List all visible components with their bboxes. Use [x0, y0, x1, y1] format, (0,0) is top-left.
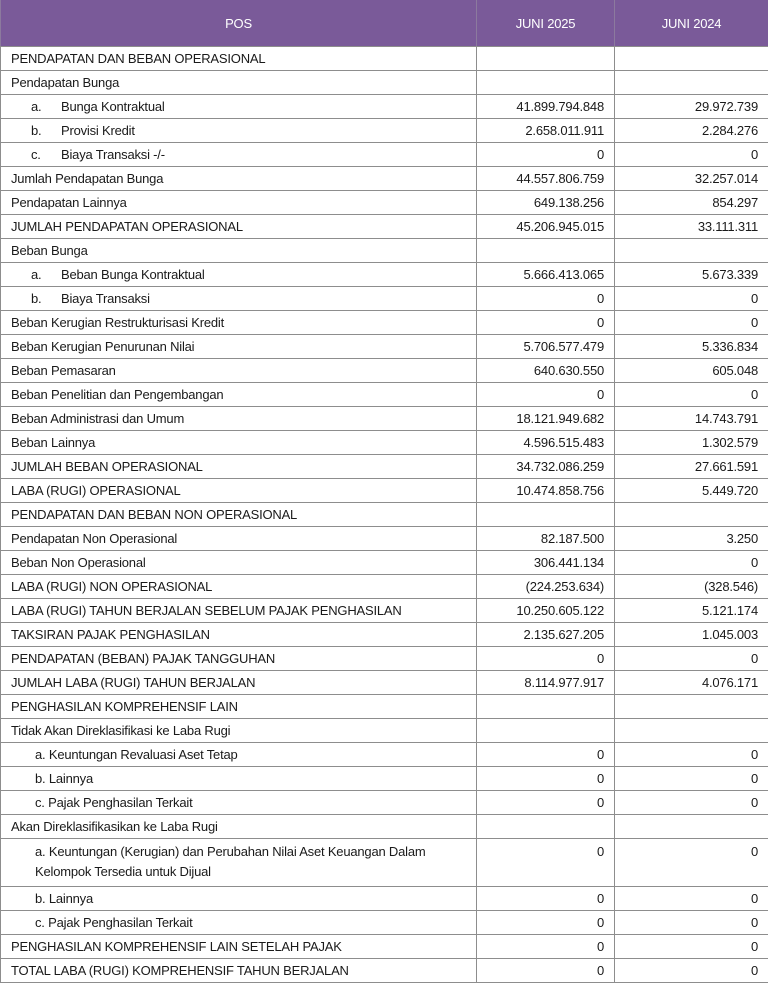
row-label: Beban Bunga Kontraktual: [61, 267, 205, 282]
total-row: [1, 575, 768, 599]
value-2024: 32.257.014: [615, 167, 768, 191]
value-2025: [477, 503, 615, 527]
row-label: Beban Penelitian dan Pengembangan: [1, 383, 477, 407]
value-2024: 27.661.591: [615, 455, 768, 479]
total-row: [1, 215, 768, 239]
value-2024: 0: [615, 287, 768, 311]
table-row: [1, 191, 768, 215]
row-label: PENDAPATAN (BEBAN) PAJAK TANGGUHAN: [1, 647, 477, 671]
value-2024: [615, 47, 768, 71]
row-label: a. Keuntungan (Kerugian) dan Perubahan Nilai Aset Keuangan Dalam Kelompok Tersedia untuk Dijual: [1, 839, 477, 887]
value-2024: [615, 239, 768, 263]
value-2025: 34.732.086.259: [477, 455, 615, 479]
value-2024: 5.673.339: [615, 263, 768, 287]
row-label: PENDAPATAN DAN BEBAN NON OPERASIONAL: [1, 503, 477, 527]
item-letter: c.: [31, 147, 61, 162]
value-2024: 29.972.739: [615, 95, 768, 119]
value-2025: 44.557.806.759: [477, 167, 615, 191]
total-row: [1, 935, 768, 959]
value-2024: 4.076.171: [615, 671, 768, 695]
row-label: PENGHASILAN KOMPREHENSIF LAIN: [1, 695, 477, 719]
row-label: LABA (RUGI) NON OPERASIONAL: [1, 575, 477, 599]
table-row: [1, 311, 768, 335]
table-row: [1, 623, 768, 647]
row-label: Pendapatan Bunga: [1, 71, 477, 95]
table-row: [1, 263, 768, 287]
value-2024: 0: [615, 767, 768, 791]
value-2025: 0: [477, 935, 615, 959]
value-2024: 0: [615, 791, 768, 815]
total-row: [1, 599, 768, 623]
value-2025: 0: [477, 743, 615, 767]
row-label: Biaya Transaksi: [61, 291, 150, 306]
value-2025: 2.658.011.911: [477, 119, 615, 143]
value-2024: 33.111.311: [615, 215, 768, 239]
value-2025: 0: [477, 839, 615, 887]
row-label: c. Pajak Penghasilan Terkait: [1, 911, 477, 935]
row-label-cell: [1, 119, 477, 143]
table-row: [1, 287, 768, 311]
row-label: b. Lainnya: [1, 767, 477, 791]
value-2024: [615, 503, 768, 527]
row-label: Beban Pemasaran: [1, 359, 477, 383]
table-row: [1, 527, 768, 551]
value-2025: 4.596.515.483: [477, 431, 615, 455]
table-row: [1, 743, 768, 767]
table-row: [1, 119, 768, 143]
value-2024: 0: [615, 743, 768, 767]
row-label: Pendapatan Lainnya: [1, 191, 477, 215]
value-2025: 45.206.945.015: [477, 215, 615, 239]
value-2025: [477, 71, 615, 95]
row-label: PENGHASILAN KOMPREHENSIF LAIN SETELAH PAJAK: [1, 935, 477, 959]
column-header-juni-2024: JUNI 2024: [615, 0, 768, 47]
row-label: Provisi Kredit: [61, 123, 135, 138]
value-2024: 605.048: [615, 359, 768, 383]
value-2024: 0: [615, 911, 768, 935]
section-header-row: [1, 47, 768, 71]
table-row: [1, 551, 768, 575]
value-2025: 649.138.256: [477, 191, 615, 215]
column-header-juni-2025: JUNI 2025: [477, 0, 615, 47]
row-label: Beban Kerugian Restrukturisasi Kredit: [1, 311, 477, 335]
total-row: [1, 959, 768, 983]
value-2024: 0: [615, 839, 768, 887]
row-label: c. Pajak Penghasilan Terkait: [1, 791, 477, 815]
item-letter: b.: [31, 291, 61, 306]
table-row: [1, 839, 768, 887]
value-2024: 0: [615, 551, 768, 575]
total-row: [1, 671, 768, 695]
subsection-row: [1, 239, 768, 263]
value-2025: 0: [477, 287, 615, 311]
value-2024: 0: [615, 311, 768, 335]
item-letter: a.: [31, 267, 61, 282]
value-2024: [615, 695, 768, 719]
row-label: a. Keuntungan Revaluasi Aset Tetap: [1, 743, 477, 767]
subsection-row: [1, 71, 768, 95]
total-row: [1, 479, 768, 503]
value-2025: 640.630.550: [477, 359, 615, 383]
row-label: Beban Kerugian Penurunan Nilai: [1, 335, 477, 359]
row-label: Beban Bunga: [1, 239, 477, 263]
value-2024: [615, 815, 768, 839]
table-header-row: [1, 0, 768, 47]
column-header-pos: POS: [1, 0, 477, 47]
row-label: PENDAPATAN DAN BEBAN OPERASIONAL: [1, 47, 477, 71]
value-2025: 0: [477, 383, 615, 407]
value-2024: 0: [615, 887, 768, 911]
row-label: Beban Administrasi dan Umum: [1, 407, 477, 431]
value-2024: [615, 71, 768, 95]
table-row: [1, 167, 768, 191]
value-2025: 5.706.577.479: [477, 335, 615, 359]
value-2025: [477, 815, 615, 839]
value-2025: 8.114.977.917: [477, 671, 615, 695]
value-2024: 2.284.276: [615, 119, 768, 143]
subsection-row: [1, 815, 768, 839]
table-row: [1, 335, 768, 359]
value-2025: 0: [477, 911, 615, 935]
value-2025: [477, 239, 615, 263]
table-row: [1, 791, 768, 815]
value-2024: 0: [615, 383, 768, 407]
value-2024: [615, 719, 768, 743]
table-row: [1, 407, 768, 431]
row-label: JUMLAH LABA (RUGI) TAHUN BERJALAN: [1, 671, 477, 695]
value-2025: [477, 695, 615, 719]
value-2024: 0: [615, 647, 768, 671]
value-2025: (224.253.634): [477, 575, 615, 599]
row-label: Beban Lainnya: [1, 431, 477, 455]
row-label: JUMLAH PENDAPATAN OPERASIONAL: [1, 215, 477, 239]
value-2025: 0: [477, 143, 615, 167]
value-2025: 0: [477, 767, 615, 791]
section-header-row: [1, 695, 768, 719]
table-row: [1, 767, 768, 791]
value-2025: 82.187.500: [477, 527, 615, 551]
table-row: [1, 647, 768, 671]
value-2024: 0: [615, 143, 768, 167]
value-2024: 0: [615, 959, 768, 983]
row-label: Akan Direklasifikasikan ke Laba Rugi: [1, 815, 477, 839]
value-2024: 854.297: [615, 191, 768, 215]
row-label: LABA (RUGI) TAHUN BERJALAN SEBELUM PAJAK PENGHASILAN: [1, 599, 477, 623]
total-row: [1, 455, 768, 479]
value-2025: 0: [477, 887, 615, 911]
section-header-row: [1, 503, 768, 527]
value-2024: 5.336.834: [615, 335, 768, 359]
row-label: TOTAL LABA (RUGI) KOMPREHENSIF TAHUN BERJALAN: [1, 959, 477, 983]
row-label: b. Lainnya: [1, 887, 477, 911]
row-label-cell: [1, 263, 477, 287]
value-2025: 0: [477, 791, 615, 815]
value-2025: 0: [477, 647, 615, 671]
table-row: [1, 383, 768, 407]
value-2025: 10.474.858.756: [477, 479, 615, 503]
item-letter: a.: [31, 99, 61, 114]
value-2025: 0: [477, 959, 615, 983]
table-row: [1, 143, 768, 167]
value-2024: 5.449.720: [615, 479, 768, 503]
row-label-cell: [1, 287, 477, 311]
row-label-cell: [1, 95, 477, 119]
value-2024: 1.045.003: [615, 623, 768, 647]
value-2025: 10.250.605.122: [477, 599, 615, 623]
row-label: LABA (RUGI) OPERASIONAL: [1, 479, 477, 503]
item-letter: b.: [31, 123, 61, 138]
value-2025: 306.441.134: [477, 551, 615, 575]
value-2024: 1.302.579: [615, 431, 768, 455]
value-2025: 2.135.627.205: [477, 623, 615, 647]
row-label: TAKSIRAN PAJAK PENGHASILAN: [1, 623, 477, 647]
subsection-row: [1, 719, 768, 743]
value-2024: 3.250: [615, 527, 768, 551]
value-2025: 5.666.413.065: [477, 263, 615, 287]
value-2025: [477, 719, 615, 743]
value-2025: 41.899.794.848: [477, 95, 615, 119]
row-label-cell: [1, 143, 477, 167]
table-row: [1, 431, 768, 455]
row-label: Pendapatan Non Operasional: [1, 527, 477, 551]
table-row: [1, 95, 768, 119]
table-row: [1, 911, 768, 935]
table-row: [1, 359, 768, 383]
table-row: [1, 887, 768, 911]
value-2024: 14.743.791: [615, 407, 768, 431]
row-label: Tidak Akan Direklasifikasi ke Laba Rugi: [1, 719, 477, 743]
value-2024: 5.121.174: [615, 599, 768, 623]
row-label: Beban Non Operasional: [1, 551, 477, 575]
row-label: Bunga Kontraktual: [61, 99, 165, 114]
value-2025: 18.121.949.682: [477, 407, 615, 431]
row-label: Jumlah Pendapatan Bunga: [1, 167, 477, 191]
value-2025: 0: [477, 311, 615, 335]
value-2024: (328.546): [615, 575, 768, 599]
value-2024: 0: [615, 935, 768, 959]
value-2025: [477, 47, 615, 71]
row-label: Biaya Transaksi -/-: [61, 147, 165, 162]
row-label: JUMLAH BEBAN OPERASIONAL: [1, 455, 477, 479]
